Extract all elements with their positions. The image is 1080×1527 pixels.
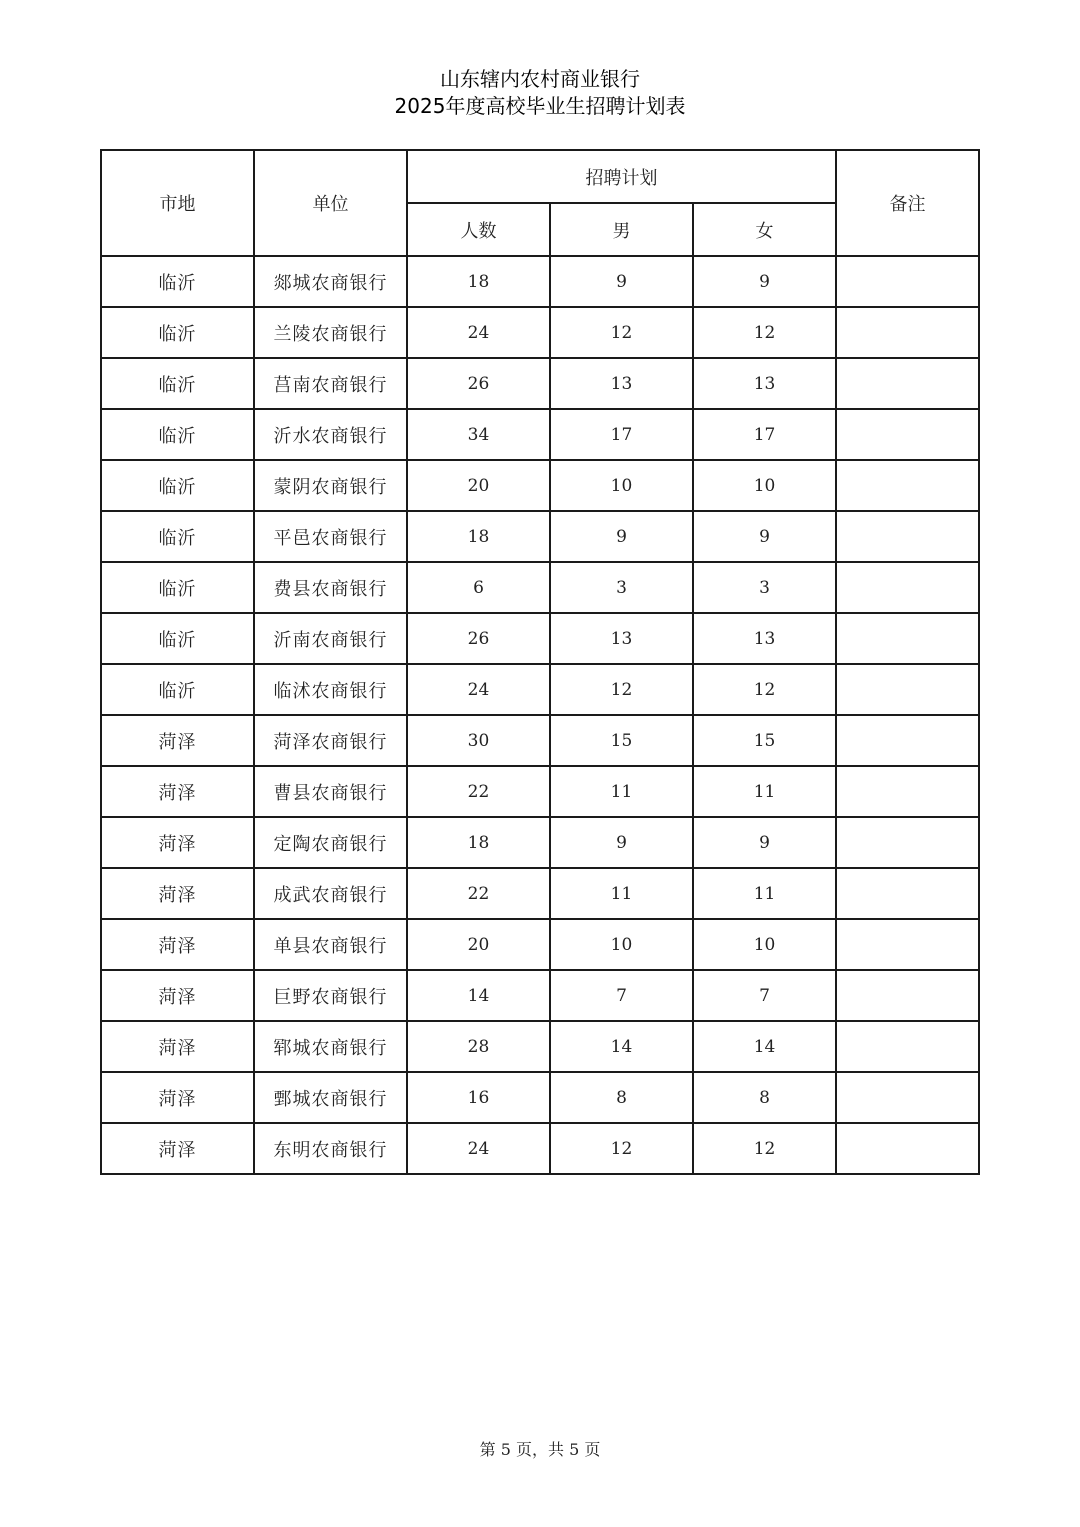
cell-unit: 鄄城农商银行 xyxy=(254,1072,407,1123)
cell-city: 菏泽 xyxy=(101,868,254,919)
table-row xyxy=(101,715,979,766)
cell-count: 24 xyxy=(407,1123,550,1174)
cell-count: 26 xyxy=(407,358,550,409)
cell-female: 11 xyxy=(693,766,836,817)
cell-female: 9 xyxy=(693,256,836,307)
cell-count: 14 xyxy=(407,970,550,1021)
cell-female: 13 xyxy=(693,613,836,664)
cell-count: 20 xyxy=(407,460,550,511)
cell-remark xyxy=(836,919,979,970)
table-row xyxy=(101,307,979,358)
cell-female: 9 xyxy=(693,817,836,868)
cell-unit: 费县农商银行 xyxy=(254,562,407,613)
table-row xyxy=(101,613,979,664)
cell-female: 10 xyxy=(693,460,836,511)
cell-count: 16 xyxy=(407,1072,550,1123)
cell-male: 14 xyxy=(550,1021,693,1072)
cell-count: 18 xyxy=(407,817,550,868)
cell-count: 18 xyxy=(407,511,550,562)
cell-remark xyxy=(836,1072,979,1123)
cell-remark xyxy=(836,256,979,307)
cell-remark xyxy=(836,970,979,1021)
header-remark: 备注 xyxy=(836,150,979,256)
cell-city: 菏泽 xyxy=(101,919,254,970)
cell-city: 临沂 xyxy=(101,562,254,613)
table-row xyxy=(101,868,979,919)
cell-city: 临沂 xyxy=(101,664,254,715)
cell-remark xyxy=(836,715,979,766)
table-header xyxy=(101,150,979,256)
header-plan-group: 招聘计划 xyxy=(407,150,836,203)
cell-male: 11 xyxy=(550,766,693,817)
cell-city: 临沂 xyxy=(101,256,254,307)
cell-male: 17 xyxy=(550,409,693,460)
cell-count: 18 xyxy=(407,256,550,307)
table-row xyxy=(101,409,979,460)
cell-male: 12 xyxy=(550,1123,693,1174)
cell-city: 菏泽 xyxy=(101,970,254,1021)
cell-unit: 曹县农商银行 xyxy=(254,766,407,817)
cell-remark xyxy=(836,460,979,511)
cell-male: 13 xyxy=(550,358,693,409)
cell-count: 28 xyxy=(407,1021,550,1072)
cell-female: 9 xyxy=(693,511,836,562)
cell-city: 临沂 xyxy=(101,511,254,562)
table-row xyxy=(101,460,979,511)
table-row xyxy=(101,1123,979,1174)
cell-count: 34 xyxy=(407,409,550,460)
cell-female: 11 xyxy=(693,868,836,919)
cell-female: 12 xyxy=(693,1123,836,1174)
cell-male: 8 xyxy=(550,1072,693,1123)
table-row xyxy=(101,919,979,970)
cell-unit: 郯城农商银行 xyxy=(254,256,407,307)
cell-male: 12 xyxy=(550,307,693,358)
cell-city: 临沂 xyxy=(101,307,254,358)
cell-unit: 郓城农商银行 xyxy=(254,1021,407,1072)
cell-unit: 东明农商银行 xyxy=(254,1123,407,1174)
cell-remark xyxy=(836,409,979,460)
header-unit: 单位 xyxy=(254,150,407,256)
table-row xyxy=(101,766,979,817)
cell-city: 菏泽 xyxy=(101,1021,254,1072)
table-row xyxy=(101,256,979,307)
cell-count: 24 xyxy=(407,664,550,715)
cell-female: 12 xyxy=(693,307,836,358)
table-body xyxy=(101,256,979,1174)
cell-remark xyxy=(836,817,979,868)
cell-female: 17 xyxy=(693,409,836,460)
cell-unit: 巨野农商银行 xyxy=(254,970,407,1021)
cell-unit: 沂南农商银行 xyxy=(254,613,407,664)
cell-city: 菏泽 xyxy=(101,817,254,868)
cell-unit: 兰陵农商银行 xyxy=(254,307,407,358)
table-row xyxy=(101,817,979,868)
cell-unit: 临沭农商银行 xyxy=(254,664,407,715)
cell-unit: 沂水农商银行 xyxy=(254,409,407,460)
cell-unit: 蒙阴农商银行 xyxy=(254,460,407,511)
cell-city: 菏泽 xyxy=(101,715,254,766)
table-row xyxy=(101,1072,979,1123)
cell-count: 20 xyxy=(407,919,550,970)
table-row xyxy=(101,664,979,715)
document-title: 山东辖内农村商业银行 xyxy=(440,67,640,91)
cell-male: 15 xyxy=(550,715,693,766)
cell-unit: 成武农商银行 xyxy=(254,868,407,919)
cell-male: 9 xyxy=(550,817,693,868)
cell-male: 9 xyxy=(550,511,693,562)
cell-count: 24 xyxy=(407,307,550,358)
cell-male: 13 xyxy=(550,613,693,664)
cell-female: 14 xyxy=(693,1021,836,1072)
cell-unit: 菏泽农商银行 xyxy=(254,715,407,766)
cell-male: 10 xyxy=(550,919,693,970)
header-female: 女 xyxy=(693,203,836,256)
cell-count: 6 xyxy=(407,562,550,613)
cell-remark xyxy=(836,868,979,919)
cell-count: 22 xyxy=(407,868,550,919)
page-number: 第 5 页，共 5 页 xyxy=(479,1440,601,1459)
cell-male: 9 xyxy=(550,256,693,307)
cell-male: 3 xyxy=(550,562,693,613)
header-male: 男 xyxy=(550,203,693,256)
cell-remark xyxy=(836,562,979,613)
cell-remark xyxy=(836,664,979,715)
cell-female: 7 xyxy=(693,970,836,1021)
cell-female: 10 xyxy=(693,919,836,970)
cell-unit: 莒南农商银行 xyxy=(254,358,407,409)
header-city: 市地 xyxy=(101,150,254,256)
table-row xyxy=(101,358,979,409)
cell-male: 7 xyxy=(550,970,693,1021)
table-row xyxy=(101,1021,979,1072)
cell-unit: 定陶农商银行 xyxy=(254,817,407,868)
cell-female: 15 xyxy=(693,715,836,766)
cell-remark xyxy=(836,358,979,409)
cell-remark xyxy=(836,1021,979,1072)
cell-female: 13 xyxy=(693,358,836,409)
table-row xyxy=(101,970,979,1021)
cell-city: 菏泽 xyxy=(101,1123,254,1174)
cell-female: 8 xyxy=(693,1072,836,1123)
cell-male: 10 xyxy=(550,460,693,511)
document-subtitle: 2025年度高校毕业生招聘计划表 xyxy=(394,94,686,118)
cell-city: 菏泽 xyxy=(101,1072,254,1123)
cell-male: 12 xyxy=(550,664,693,715)
cell-remark xyxy=(836,307,979,358)
cell-female: 12 xyxy=(693,664,836,715)
cell-city: 临沂 xyxy=(101,613,254,664)
cell-remark xyxy=(836,1123,979,1174)
cell-female: 3 xyxy=(693,562,836,613)
cell-remark xyxy=(836,511,979,562)
cell-unit: 平邑农商银行 xyxy=(254,511,407,562)
cell-count: 30 xyxy=(407,715,550,766)
cell-remark xyxy=(836,766,979,817)
cell-count: 26 xyxy=(407,613,550,664)
cell-male: 11 xyxy=(550,868,693,919)
cell-count: 22 xyxy=(407,766,550,817)
cell-city: 临沂 xyxy=(101,358,254,409)
header-count: 人数 xyxy=(407,203,550,256)
cell-city: 临沂 xyxy=(101,409,254,460)
cell-remark xyxy=(836,613,979,664)
cell-unit: 单县农商银行 xyxy=(254,919,407,970)
cell-city: 菏泽 xyxy=(101,766,254,817)
table-row xyxy=(101,562,979,613)
recruitment-plan-table xyxy=(100,149,980,1175)
cell-city: 临沂 xyxy=(101,460,254,511)
table-row xyxy=(101,511,979,562)
